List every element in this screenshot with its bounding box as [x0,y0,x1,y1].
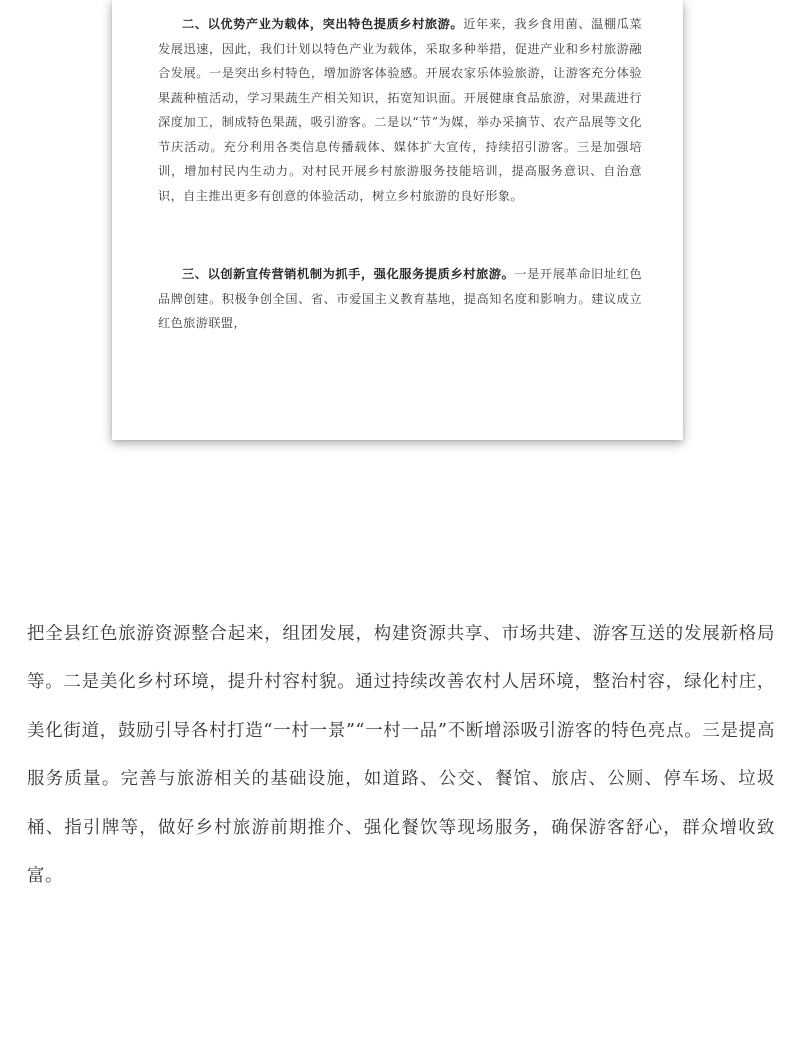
paragraph-section-three [158,262,642,336]
continuation-paragraph: 把全县红色旅游资源整合起来，组团发展，构建资源共享、市场共建、游客互送的发展新格局等。二是美化乡村环境，提升村容村貌。通过持续改善农村人居环境，整治村容，绿化村庄，美化街道，鼓励引导各村打造“一村一景”“一村一品”不断增添吸引游客的特色亮点。三是提高服务质量。完善与旅游相关的基础设施，如道路、公交、餐馆、旅店、公厕、停车场、垃圾桶、指引牌等，做好乡村旅游前期推介、强化餐饮等现场服务，确保游客舒心，群众增收致富。 [27,624,775,887]
document-page-preview [112,0,683,440]
section-three-heading: 三、以创新宣传营销机制为抓手，强化服务提质乡村旅游。 [182,267,515,281]
section-two-heading: 二、以优势产业为载体，突出特色提质乡村旅游。 [182,17,464,31]
paragraph-section-two [158,12,642,208]
section-three-body: 一是开展革命旧址红色品牌创建。积极争创全国、省、市爱国主义教育基地，提高知名度和影响力。建议成立红色旅游联盟， [158,267,642,330]
section-two-body: 近年来，我乡食用菌、温棚瓜菜发展迅速，因此，我们计划以特色产业为载体，采取多种举措，促进产业和乡村旅游融合发展。一是突出乡村特色，增加游客体验感。开展农家乐体验旅游，让游客充分体验果蔬种植活动，学习果蔬生产相关知识，拓宽知识面。开展健康食品旅游，对果蔬进行深度加工，制成特色果蔬，吸引游客。二是以“节”为媒，举办采摘节、农产品展等文化节庆活动。充分利用各类信息传播载体、媒体扩大宣传，持续招引游客。三是加强培训，增加村民内生动力。对村民开展乡村旅游服务技能培训，提高服务意识、自治意识，自主推出更多有创意的体验活动，树立乡村旅游的良好形象。 [158,17,642,203]
